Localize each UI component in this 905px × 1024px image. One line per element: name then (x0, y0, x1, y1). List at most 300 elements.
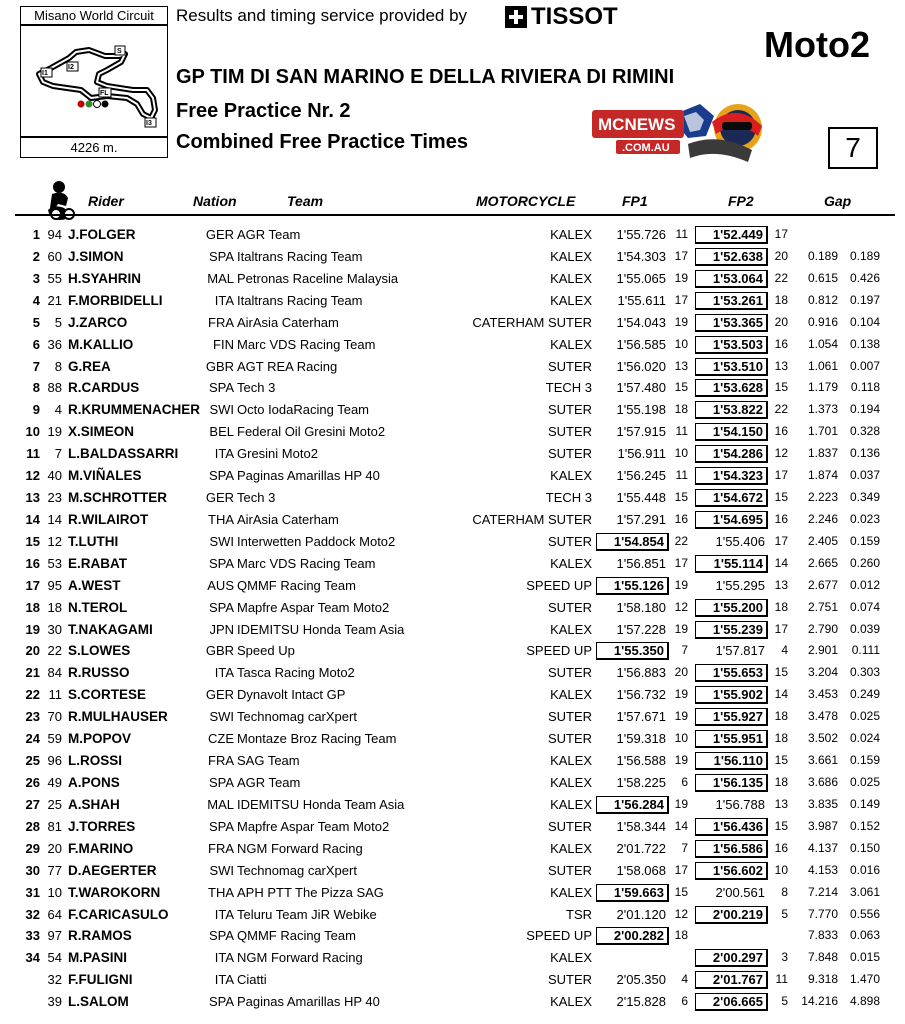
rider-number-cell: 55 (47, 270, 62, 286)
motorcycle-cell: SUTER (547, 533, 592, 549)
motorcycle-cell: SUTER (547, 424, 592, 440)
results-column-header (15, 185, 890, 215)
position-cell: 9 (32, 402, 40, 418)
fp2-time-cell: 1'55.653 (695, 664, 768, 682)
fp2-time-cell: 1'54.672 (695, 489, 768, 507)
nation-cell: SPA (208, 380, 234, 396)
gap-previous-cell: 0.023 (849, 511, 880, 526)
logo-text-mcnews: MCNEWS (598, 115, 676, 134)
fp1-time-cell: 1'55.448 (616, 490, 666, 506)
fp2-laps-cell: 14 (774, 555, 788, 570)
table-row (0, 466, 905, 488)
map-label-fl: FL (100, 90, 109, 97)
team-cell: Technomag carXpert (237, 862, 357, 878)
rider-number-cell: 8 (54, 358, 62, 374)
logo-text-domain: .COM.AU (622, 142, 670, 154)
team-cell: Dynavolt Intact GP (237, 687, 346, 703)
nation-cell: MAL (207, 796, 234, 812)
position-cell: 30 (25, 862, 40, 878)
table-row (0, 707, 905, 729)
fp1-time-cell: 1'56.020 (616, 358, 666, 374)
gap-previous-cell: 4.898 (849, 994, 880, 1009)
gap-previous-cell: 0.349 (849, 490, 880, 505)
col-fp2: FP2 (728, 193, 754, 209)
motorcycle-cell: SUTER (547, 972, 592, 988)
table-row (0, 685, 905, 707)
fp1-laps-cell: 7 (681, 840, 688, 855)
gap-previous-cell: 0.025 (849, 709, 880, 724)
position-cell: 32 (25, 906, 40, 922)
gap-first-cell: 1.373 (807, 402, 838, 417)
position-cell: 13 (25, 490, 40, 506)
fp1-time-cell: 1'57.671 (616, 709, 666, 725)
gap-previous-cell: 0.328 (849, 424, 880, 439)
table-row (0, 663, 905, 685)
gap-first-cell: 3.502 (807, 731, 838, 746)
fp1-time-cell: 1'57.915 (616, 424, 666, 440)
rider-name-cell: L.ROSSI (68, 753, 123, 769)
table-row (0, 532, 905, 554)
rider-name-cell: G.REA (68, 358, 111, 374)
rider-number-cell: 88 (47, 380, 62, 396)
team-cell: Octo IodaRacing Team (237, 402, 369, 418)
nation-cell: GBR (205, 358, 234, 374)
gap-first-cell: 1.061 (807, 358, 838, 373)
finish-dot-icon (102, 101, 109, 108)
team-cell: Speed Up (237, 643, 295, 659)
table-row (0, 291, 905, 313)
gap-first-cell: 4.137 (807, 840, 838, 855)
gap-first-cell: 0.189 (807, 248, 838, 263)
gap-first-cell: 1.054 (807, 336, 838, 351)
team-cell: Paginas Amarillas HP 40 (237, 994, 380, 1010)
gap-previous-cell: 0.159 (849, 533, 880, 548)
fp1-time-cell: 1'58.180 (616, 599, 666, 615)
table-row (0, 247, 905, 269)
fp1-time-cell: 1'56.732 (616, 687, 666, 703)
nation-cell: SWI (209, 533, 234, 549)
gap-previous-cell: 0.159 (849, 753, 880, 768)
fp2-time-cell: 1'55.200 (695, 599, 768, 617)
fp2-time-cell: 1'55.406 (715, 533, 765, 549)
rider-name-cell: A.WEST (68, 577, 121, 593)
fp2-laps-cell: 16 (774, 511, 788, 526)
rider-name-cell: J.FOLGER (68, 227, 136, 242)
col-rider: Rider (88, 193, 124, 209)
fp2-time-cell: 1'55.902 (695, 686, 768, 704)
position-cell: 16 (25, 555, 40, 571)
gap-first-cell: 14.216 (801, 994, 838, 1009)
fp2-laps-cell: 22 (774, 270, 788, 285)
fp1-laps-cell: 20 (674, 665, 688, 680)
motorcycle-cell: KALEX (550, 950, 592, 966)
gap-first-cell: 3.661 (807, 753, 838, 768)
rider-name-cell: F.FULIGNI (68, 972, 133, 988)
team-cell: SAG Team (237, 753, 300, 769)
fp1-laps-cell: 19 (674, 314, 688, 329)
gap-previous-cell: 0.063 (849, 928, 880, 943)
fp1-time-cell: 1'57.228 (616, 621, 666, 637)
nation-cell: GER (205, 687, 234, 703)
position-cell: 20 (25, 643, 40, 659)
motorcycle-cell: SUTER (547, 709, 592, 725)
fp1-time-cell: 1'55.126 (596, 577, 669, 595)
nation-cell: ITA (214, 950, 234, 966)
gap-previous-cell: 0.111 (851, 643, 880, 658)
gap-first-cell: 2.751 (807, 599, 838, 614)
fp1-laps-cell: 19 (674, 577, 688, 592)
gap-first-cell: 7.833 (807, 928, 838, 943)
fp1-time-cell: 2'01.722 (616, 840, 666, 856)
category-title: Moto2 (764, 24, 870, 65)
col-gap: Gap (824, 193, 852, 209)
rider-name-cell: H.SYAHRIN (68, 270, 142, 286)
fp1-time-cell: 1'55.726 (616, 227, 666, 242)
gap-first-cell: 2.790 (807, 621, 838, 636)
fp1-time-cell: 1'56.245 (616, 468, 666, 484)
team-cell: AGR Team (237, 775, 301, 790)
fp2-laps-cell: 16 (774, 336, 788, 351)
rider-number-cell: 94 (47, 227, 62, 242)
fp2-time-cell: 1'53.503 (695, 336, 768, 354)
fp2-time-cell: 1'54.323 (695, 467, 768, 485)
session-title: Free Practice Nr. 2 (176, 100, 351, 122)
fp2-time-cell: 1'56.602 (695, 862, 768, 880)
map-label-i2: I2 (68, 64, 74, 71)
rider-name-cell: M.VIÑALES (68, 468, 142, 484)
rider-number-cell: 77 (47, 862, 62, 878)
rider-number-cell: 19 (47, 424, 62, 440)
gap-first-cell: 7.214 (807, 884, 838, 899)
rider-name-cell: R.KRUMMENACHER (68, 402, 200, 418)
position-cell: 10 (25, 424, 40, 440)
team-cell: Ciatti (237, 972, 267, 988)
table-row (0, 598, 905, 620)
motorcycle-cell: KALEX (550, 468, 592, 484)
team-cell: Mapfre Aspar Team Moto2 (237, 599, 390, 615)
team-cell: Mapfre Aspar Team Moto2 (237, 818, 390, 834)
table-row (0, 795, 905, 817)
nation-cell: SPA (208, 555, 234, 571)
fp2-time-cell: 1'55.239 (695, 621, 768, 639)
fp1-laps-cell: 13 (674, 358, 688, 373)
motorcycle-cell: SUTER (547, 862, 592, 878)
fp2-time-cell: 2'06.665 (695, 993, 768, 1011)
nation-cell: SPA (208, 775, 234, 790)
circuit-length: 4226 m. (20, 137, 168, 158)
table-row (0, 839, 905, 861)
nation-cell: SWI (209, 402, 234, 418)
gap-previous-cell: 0.426 (849, 270, 880, 285)
gap-previous-cell: 1.470 (849, 972, 880, 987)
gap-previous-cell: 0.118 (850, 380, 880, 395)
motorcycle-cell: KALEX (550, 270, 592, 286)
rider-name-cell: L.SALOM (68, 994, 129, 1010)
fp1-time-cell: 2'05.350 (616, 972, 666, 988)
rider-name-cell: T.NAKAGAMI (68, 621, 153, 637)
team-cell: Montaze Broz Racing Team (237, 731, 397, 747)
rider-name-cell: R.WILAIROT (68, 511, 149, 527)
fp1-laps-cell: 19 (674, 621, 688, 636)
fp2-laps-cell: 11 (775, 972, 788, 987)
team-cell: Gresini Moto2 (237, 446, 318, 462)
header-divider (15, 214, 895, 216)
table-row (0, 444, 905, 466)
fp2-laps-cell: 10 (774, 862, 788, 877)
fp2-laps-cell: 15 (774, 665, 788, 680)
rider-name-cell: J.SIMON (68, 248, 124, 264)
fp1-time-cell: 2'01.120 (616, 906, 666, 922)
rider-number-cell: 25 (47, 796, 62, 812)
motorcycle-cell: SPEED UP (526, 577, 592, 593)
rider-name-cell: M.KALLIO (68, 336, 134, 352)
rider-name-cell: S.LOWES (68, 643, 131, 659)
fp2-laps-cell: 18 (774, 599, 788, 614)
motorcycle-cell: KALEX (550, 753, 592, 769)
fp2-laps-cell: 5 (781, 994, 788, 1009)
flag-dot-icon (94, 101, 101, 108)
motorcycle-cell: KALEX (550, 687, 592, 703)
nation-cell: ITA (214, 446, 234, 462)
motorcycle-cell: KALEX (550, 336, 592, 352)
fp2-time-cell: 1'53.064 (695, 270, 768, 288)
position-cell: 15 (25, 533, 40, 549)
gap-previous-cell: 0.249 (849, 687, 880, 702)
fp2-laps-cell: 20 (774, 314, 788, 329)
rider-number-cell: 49 (47, 775, 62, 790)
fp2-time-cell: 1'54.286 (695, 445, 768, 463)
fp1-time-cell: 1'55.198 (616, 402, 666, 418)
rider-number-cell: 54 (47, 950, 62, 966)
fp2-time-cell: 2'01.767 (695, 971, 768, 989)
table-row (0, 488, 905, 510)
rider-name-cell: X.SIMEON (68, 424, 135, 440)
fp2-time-cell: 1'54.150 (695, 423, 768, 441)
fp1-time-cell: 1'58.225 (616, 775, 666, 790)
position-cell: 33 (25, 928, 40, 944)
position-cell: 7 (32, 358, 40, 374)
nation-cell: MAL (207, 270, 234, 286)
position-cell: 24 (25, 731, 40, 747)
team-cell: Petronas Raceline Malaysia (237, 270, 399, 286)
gap-previous-cell: 0.194 (849, 402, 880, 417)
fp2-time-cell: 2'00.561 (715, 884, 765, 900)
table-row (0, 970, 905, 992)
nation-cell: FIN (213, 336, 234, 352)
table-row (0, 357, 905, 379)
fp2-time-cell: 1'55.951 (695, 730, 768, 748)
team-cell: Paginas Amarillas HP 40 (237, 468, 380, 484)
gap-first-cell: 3.987 (807, 818, 838, 833)
gap-first-cell: 7.770 (807, 906, 838, 921)
page-number: 7 (828, 127, 878, 169)
gap-previous-cell: 0.037 (849, 468, 880, 483)
fp1-time-cell: 1'57.291 (616, 511, 666, 527)
rider-number-cell: 21 (47, 292, 62, 308)
motorcycle-cell: CATERHAM SUTER (472, 314, 592, 330)
motorcycle-cell: KALEX (550, 840, 592, 856)
gap-first-cell: 1.837 (807, 446, 838, 461)
fp2-laps-cell: 8 (781, 884, 788, 899)
rider-name-cell: F.CARICASULO (68, 906, 169, 922)
table-row (0, 905, 905, 927)
rider-name-cell: T.WAROKORN (68, 884, 161, 900)
nation-cell: ITA (214, 906, 234, 922)
table-row (0, 422, 905, 444)
rider-number-cell: 97 (47, 928, 62, 944)
gap-previous-cell: 0.260 (849, 555, 880, 570)
team-cell: Teluru Team JiR Webike (237, 906, 377, 922)
position-cell: 2 (32, 248, 40, 264)
motorcycle-cell: SUTER (547, 731, 592, 747)
team-cell: Italtrans Racing Team (237, 248, 363, 264)
fp1-laps-cell: 16 (674, 511, 688, 526)
fp1-laps-cell: 15 (674, 490, 688, 505)
team-cell: Italtrans Racing Team (237, 292, 363, 308)
table-row (0, 335, 905, 357)
gap-previous-cell: 0.025 (849, 775, 880, 789)
fp1-laps-cell: 19 (674, 753, 688, 768)
rider-number-cell: 12 (47, 533, 62, 549)
rider-number-cell: 96 (47, 753, 62, 769)
rider-name-cell: M.SCHROTTER (68, 490, 167, 506)
fp1-laps-cell: 19 (674, 796, 688, 811)
fp1-laps-cell: 11 (675, 468, 688, 483)
gap-first-cell: 9.318 (807, 972, 838, 987)
fp1-time-cell: 1'54.043 (616, 314, 666, 330)
gap-previous-cell: 0.039 (849, 621, 880, 636)
gap-previous-cell: 0.015 (849, 950, 880, 965)
fp1-laps-cell: 11 (675, 227, 688, 241)
nation-cell: GBR (205, 643, 234, 659)
fp2-time-cell: 1'56.586 (695, 840, 768, 858)
map-label-i3: I3 (146, 120, 152, 127)
nation-cell: THA (208, 511, 234, 527)
fp1-time-cell: 1'57.480 (616, 380, 666, 396)
rider-name-cell: N.TEROL (68, 599, 128, 615)
nation-cell: FRA (208, 753, 234, 769)
fp2-laps-cell: 17 (774, 533, 788, 548)
fp1-time-cell: 1'54.854 (596, 533, 669, 551)
fp2-time-cell: 1'53.510 (695, 358, 768, 376)
results-subtitle: Combined Free Practice Times (176, 131, 468, 153)
rider-name-cell: S.CORTESE (68, 687, 147, 703)
gap-first-cell: 4.153 (807, 862, 838, 877)
position-cell: 18 (25, 599, 40, 615)
nation-cell: ITA (214, 292, 234, 308)
nation-cell: FRA (208, 314, 234, 330)
position-cell: 22 (25, 687, 40, 703)
fp2-time-cell: 1'53.365 (695, 314, 768, 332)
fp2-time-cell: 1'56.110 (695, 752, 768, 770)
gap-previous-cell: 0.138 (849, 336, 880, 351)
green-dot-icon (86, 101, 93, 108)
fp2-time-cell: 1'55.927 (695, 708, 768, 726)
gap-first-cell: 2.405 (807, 533, 838, 548)
gap-first-cell: 3.686 (807, 775, 838, 789)
team-cell: IDEMITSU Honda Team Asia (237, 796, 405, 812)
team-cell: AGR Team (237, 227, 301, 242)
position-cell: 29 (25, 840, 40, 856)
fp2-laps-cell: 14 (774, 687, 788, 702)
gap-first-cell: 1.701 (807, 424, 838, 439)
gap-previous-cell: 0.007 (849, 358, 880, 373)
motorcycle-cell: TSR (566, 906, 592, 922)
fp1-time-cell: 1'55.065 (616, 270, 666, 286)
col-fp1: FP1 (622, 193, 648, 209)
tissot-logo-text: TISSOT (531, 3, 618, 30)
table-row (0, 225, 905, 247)
fp1-time-cell: 1'54.303 (616, 248, 666, 264)
position-cell: 3 (32, 270, 40, 286)
rider-name-cell: M.PASINI (68, 950, 128, 966)
motorcycle-cell: KALEX (550, 292, 592, 308)
position-cell: 17 (25, 577, 40, 593)
fp2-laps-cell: 18 (774, 292, 788, 307)
position-cell: 4 (32, 292, 40, 308)
gap-first-cell: 0.615 (807, 270, 838, 285)
table-row (0, 729, 905, 751)
rider-number-cell: 10 (47, 884, 62, 900)
fp1-laps-cell: 19 (674, 270, 688, 285)
gap-first-cell: 2.665 (807, 555, 838, 570)
rider-number-cell: 5 (54, 314, 62, 330)
fp2-laps-cell: 17 (774, 227, 788, 241)
rider-name-cell: F.MARINO (68, 840, 134, 856)
team-cell: NGM Forward Racing (237, 840, 363, 856)
motorcycle-cell: SUTER (547, 599, 592, 615)
tissot-logo (505, 4, 618, 30)
gap-first-cell: 0.812 (807, 292, 838, 307)
position-cell: 1 (32, 227, 40, 242)
motorcycle-cell: KALEX (550, 796, 592, 812)
mcnews-logo (592, 92, 768, 172)
rider-number-cell: 84 (47, 665, 62, 681)
gap-first-cell: 2.901 (807, 643, 838, 658)
nation-cell: GER (205, 490, 234, 506)
rider-number-cell: 64 (47, 906, 62, 922)
fp2-laps-cell: 18 (774, 731, 788, 746)
team-cell: Federal Oil Gresini Moto2 (237, 424, 386, 440)
rider-name-cell: D.AEGERTER (68, 862, 157, 878)
fp2-laps-cell: 22 (774, 402, 788, 417)
motorcycle-cell: SUTER (547, 665, 592, 681)
fp2-laps-cell: 15 (774, 490, 788, 505)
rider-number-cell: 36 (47, 336, 62, 352)
fp1-laps-cell: 22 (674, 533, 688, 548)
gap-previous-cell: 0.150 (849, 840, 880, 855)
fp2-laps-cell: 16 (774, 840, 788, 855)
rider-name-cell: T.LUTHI (68, 533, 119, 549)
table-row (0, 773, 905, 795)
col-team: Team (287, 193, 324, 209)
fp1-laps-cell: 17 (674, 248, 688, 263)
map-label-s: S (117, 48, 122, 55)
gap-first-cell: 7.848 (807, 950, 838, 965)
circuit-map (20, 25, 168, 137)
table-row (0, 948, 905, 970)
rider-number-cell: 14 (47, 511, 62, 527)
motorcycle-cell: SPEED UP (526, 928, 592, 944)
fp2-time-cell: 1'53.261 (695, 292, 768, 310)
fp2-time-cell: 1'56.135 (695, 774, 768, 792)
fp2-laps-cell: 15 (774, 380, 788, 395)
gap-previous-cell: 0.012 (849, 577, 880, 592)
fp1-laps-cell: 4 (681, 972, 688, 987)
position-cell: 5 (32, 314, 40, 330)
rider-name-cell: A.SHAH (68, 796, 120, 812)
motorcycle-cell: SUTER (547, 358, 592, 374)
